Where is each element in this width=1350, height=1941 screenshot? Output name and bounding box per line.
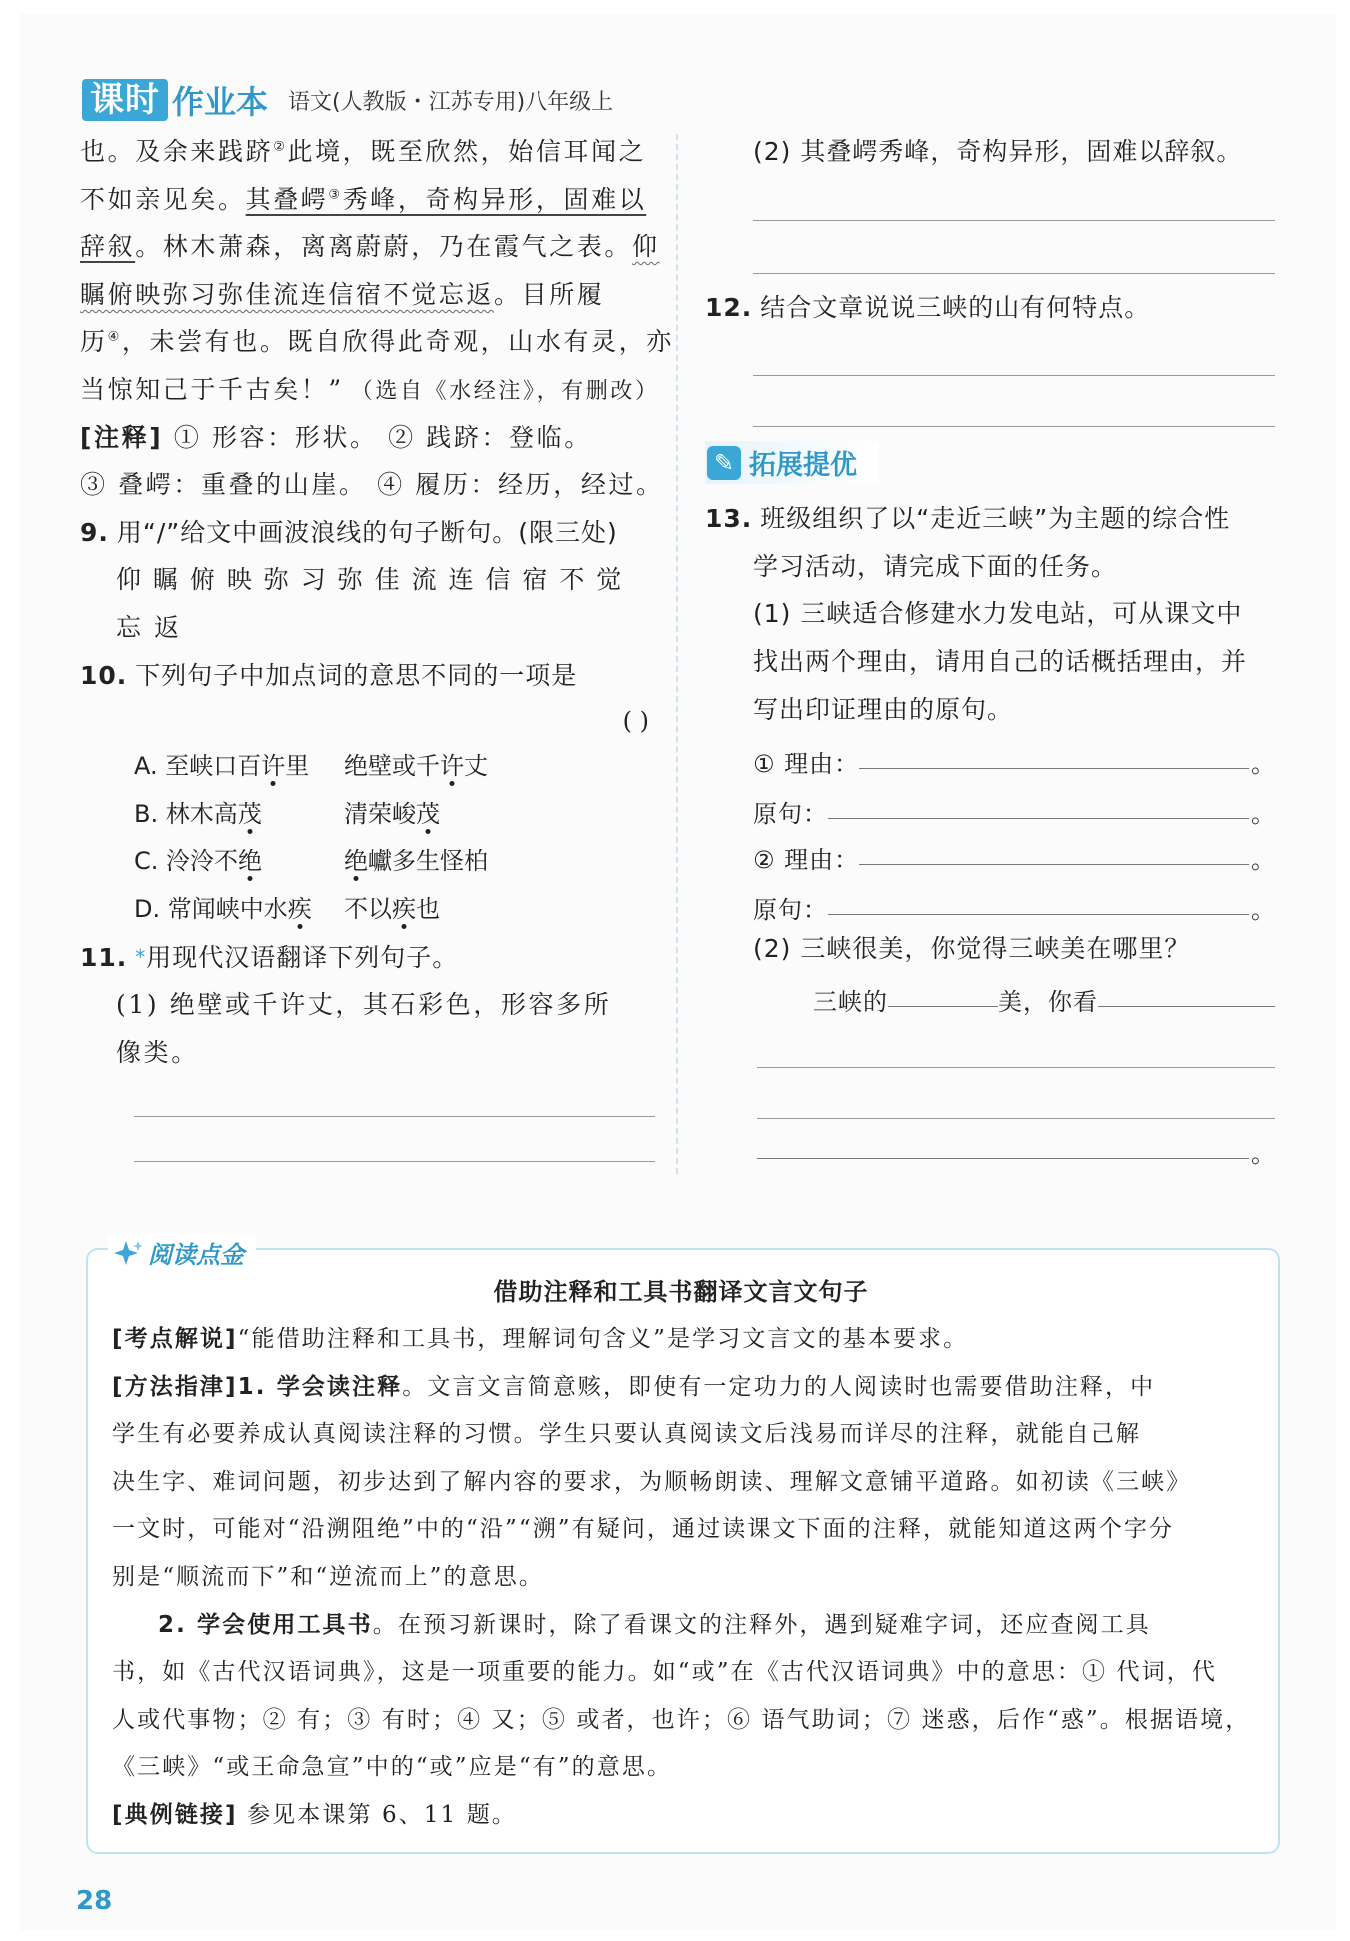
option-d[interactable]: D. 常闻峡中水疾 不以疾也 bbox=[134, 894, 440, 923]
option-b[interactable]: B. 林木高茂 清荣峻茂 bbox=[134, 799, 440, 828]
tip-body: [考点解说]“能借助注释和工具书，理解词句含义”是学习文言文的基本要求。 [方法指津]1. 学会读注释。文言文言简意赅，即使有一定功力的人阅读时也需要借助注释，中 学生有必要养成认真阅读注释的习惯。学生只要认真阅读文后浅易而详尽的注释，就能自己解 决生字、难词问题，初步达到了解内容的要求，为顺畅朗读、理解文意铺平道路。如初读《三峡》 一文时，可能对“沿溯阻绝”中的“沿”“溯”有疑问，通过读课文下面的注释，就能知道这两个字分 别是“顺流而下”和“逆流而上”的意思。 2. 学会使用工具书。在预习新课时，除了看课文的注释外，遇到疑难字词，还应查阅工具 书，如《古代汉语词典》，这是一项重要的能力。如“或”在《古代汉语词典》中的意思：① 代词，代 人或代事物；② 有；③ 有时；④ 又；⑤ 或者，也许；⑥ 语气助词；⑦ 迷惑，后作“惑”。根据语境， 《三峡》“或王命急宣”中的“或”应是“有”的意思。 [典例链接] 参见本课第 6、11 题。 bbox=[112, 1326, 1251, 1828]
star-icon: * bbox=[135, 944, 147, 969]
logo: 课时 bbox=[82, 79, 168, 121]
question-11: 11. *用现代汉语翻译下列句子。 bbox=[80, 942, 459, 972]
pencil-icon: ✎ bbox=[707, 446, 741, 480]
reason-1-field[interactable]: ① 理由： 。 bbox=[753, 750, 1275, 779]
question-13: 13. 班级组织了以“走近三峡”为主题的综合性 bbox=[705, 504, 1231, 534]
section-title: 拓展提优 bbox=[749, 450, 857, 482]
question-12: 12. 结合文章说说三峡的山有何特点。 bbox=[705, 292, 1151, 322]
underlined-sentence: 其叠崿③秀峰，奇构异形，固难以 bbox=[245, 184, 647, 214]
answer-line-end[interactable]: 。 bbox=[705, 1119, 1275, 1169]
header bbox=[82, 78, 613, 122]
note-marker: ④ bbox=[107, 330, 122, 346]
notes-line: ③ 叠崿：重叠的山崖。 ④ 履历：经历，经过。 bbox=[80, 470, 664, 500]
question-10: 10. 下列句子中加点词的意思不同的一项是 bbox=[80, 660, 578, 690]
left-column bbox=[80, 128, 674, 1162]
reading-tip-tag: 阅读点金 bbox=[108, 1235, 256, 1270]
original-2-field[interactable]: 原句： 。 bbox=[753, 896, 1275, 925]
beauty-fill[interactable]: 三峡的 美，你看 bbox=[705, 973, 1275, 1017]
source-note: （选自《水经注》，有删改） bbox=[361, 378, 660, 404]
answer-paren[interactable]: ( ) bbox=[622, 707, 649, 736]
logo-text: 作业本 bbox=[172, 83, 269, 121]
right-column: (2) 其叠崿秀峰，奇构异形，固难以辞叙。 12. 结合文章说说三峡的山有何特点。 ✎ 拓展提优 13. 班级组织了以“走近三峡”为主题的综合性 学习活动，请完成下面的任务。 (1) 三峡适合修建水力发电站，可从课文中 找出两个理由，请用自己的话概括理由，并 写出印证理由的原句。 ① 理由： 。 原句： 。 ② 理由： 。 原句： 。 (2) 三峡很美，你觉得三峡美在哪里？ 三峡的 美，你看 。 bbox=[705, 128, 1275, 1169]
section-header bbox=[705, 441, 1275, 495]
book-subtitle: 语文(人教版・江苏专用)八年级上 bbox=[288, 89, 614, 115]
column-divider bbox=[676, 134, 678, 1174]
tip-title: 借助注释和工具书翻译文言文句子 bbox=[493, 1278, 869, 1306]
notes-label: [注释] bbox=[80, 422, 164, 452]
q13-sub2: (2) 三峡很美，你觉得三峡美在哪里？ bbox=[753, 934, 1191, 964]
q11-sub1: (1) 绝壁或千许丈，其石彩色，形容多所 bbox=[116, 990, 612, 1020]
answer-line[interactable] bbox=[753, 273, 1275, 274]
q9-sentence: 仰 瞩 俯 映 弥 习 弥 佳 流 连 信 宿 不 觉 bbox=[116, 565, 624, 595]
passage-line: 不如亲见矣。其叠崿③秀峰，奇构异形，固难以 bbox=[80, 184, 647, 214]
page-number: 28 bbox=[76, 1886, 113, 1916]
q11-sub2: (2) 其叠崿秀峰，奇构异形，固难以辞叙。 bbox=[753, 137, 1243, 166]
passage-line: 当惊知己于千古矣！” （选自《水经注》，有删改） bbox=[80, 374, 660, 404]
question-9: 9. 用“/”给文中画波浪线的句子断句。(限三处) bbox=[80, 517, 618, 547]
option-c[interactable]: C. 泠泠不绝 绝巘多生怪柏 bbox=[134, 847, 488, 876]
answer-line[interactable] bbox=[753, 426, 1275, 427]
passage-line: 瞩俯映弥习弥佳流连信宿不觉忘返。目所履 bbox=[80, 279, 605, 309]
original-1-field[interactable]: 原句： 。 bbox=[753, 800, 1275, 829]
notes-line: [注释] ① 形容：形状。 ② 践跻：登临。 bbox=[80, 422, 592, 452]
passage-line: 历④，未尝有也。既自欣得此奇观，山水有灵，亦 bbox=[80, 327, 674, 357]
note-marker: ② bbox=[273, 139, 288, 155]
note-marker: ③ bbox=[328, 187, 343, 203]
q9-sentence: 忘 返 bbox=[116, 612, 182, 642]
q11-sub1: 像类。 bbox=[116, 1037, 199, 1067]
sparkle-icon bbox=[114, 1239, 144, 1267]
answer-line[interactable] bbox=[134, 1161, 655, 1162]
passage-line: 辞叙。林木萧森，离离蔚蔚，乃在霞气之表。仰 bbox=[80, 232, 660, 262]
reason-2-field[interactable]: ② 理由： 。 bbox=[753, 846, 1275, 875]
option-a[interactable]: A. 至峡口百许里 绝壁或千许丈 bbox=[134, 752, 488, 781]
passage-line: 也。及余来践跻②此境，既至欣然，始信耳闻之 bbox=[80, 137, 647, 166]
wavy-sentence: 瞩俯映弥习弥佳流连信宿不觉忘返 bbox=[80, 279, 495, 309]
